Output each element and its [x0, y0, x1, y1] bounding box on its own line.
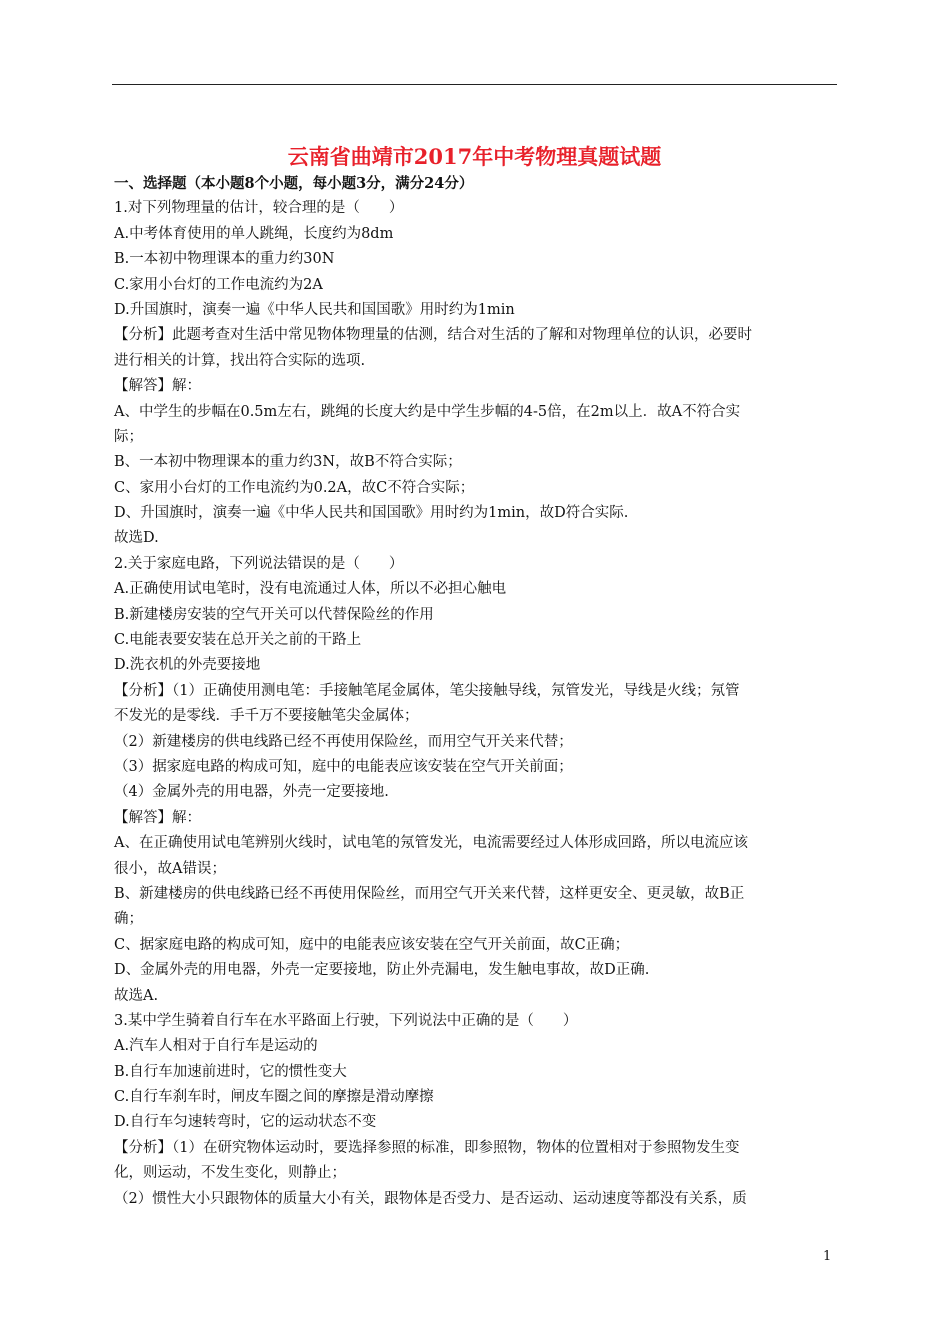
text-line: D、金属外壳的用电器，外壳一定要接地，防止外壳漏电，发生触电事故，故D正确.: [114, 962, 650, 979]
text-line: 不发光的是零线．手千万不要接触笔尖金属体；: [114, 708, 419, 725]
text-line: A、在正确使用试电笔辨别火线时，试电笔的氖管发光，电流需要经过人体形成回路，所以电流应该: [114, 835, 748, 852]
text-line: 际；: [114, 428, 143, 445]
text-line: 化，则运动，不发生变化，则静止；: [114, 1165, 346, 1182]
text-line: C.家用小台灯的工作电流约为2A: [114, 276, 323, 293]
text-line: C.电能表要安装在总开关之前的干路上: [114, 632, 362, 649]
text-line: B、新建楼房的供电线路已经不再使用保险丝，而用空气开关来代替，这样更安全、更灵敏，故B正: [114, 885, 745, 902]
text-line: A、中学生的步幅在0.5m左右，跳绳的长度大约是中学生步幅的4-5倍，在2m以上．故A不符合实: [114, 403, 741, 420]
text-line: C、据家庭电路的构成可知，庭中的电能表应该安装在空气开关前面，故C正确；: [114, 936, 630, 953]
text-line: 进行相关的计算，找出符合实际的选项.: [114, 352, 366, 369]
text-line: 故选A.: [114, 987, 159, 1004]
text-line: （2）新建楼房的供电线路已经不再使用保险丝，而用空气开关来代替；: [114, 733, 573, 750]
text-line: 很小，故A错误；: [114, 860, 226, 877]
text-line: A.正确使用试电笔时，没有电流通过人体，所以不必担心触电: [114, 581, 507, 598]
page-number: 1: [823, 1249, 832, 1264]
text-line: 【分析】（1）正确使用测电笔：手接触笔尾金属体，笔尖接触导线，氖管发光，导线是火线；氖管: [114, 682, 740, 699]
text-line: 2.关于家庭电路，下列说法错误的是（ ）: [114, 555, 404, 572]
text-line: B、一本初中物理课本的重力约3N，故B不符合实际；: [114, 454, 462, 471]
document-body: [114, 171, 837, 1212]
text-line: B.新建楼房安装的空气开关可以代替保险丝的作用: [114, 606, 434, 623]
text-line: 1.对下列物理量的估计，较合理的是（ ）: [114, 200, 404, 217]
page-title: 云南省曲靖市2017年中考物理真题试题: [287, 144, 662, 169]
text-line: 【解答】解：: [114, 378, 201, 395]
text-line: A.汽车人相对于自行车是运动的: [114, 1038, 318, 1055]
text-line: （4）金属外壳的用电器，外壳一定要接地.: [114, 784, 389, 801]
text-line: 【分析】（1）在研究物体运动时，要选择参照的标准，即参照物，物体的位置相对于参照物发生变: [114, 1139, 740, 1156]
text-line: B.自行车加速前进时，它的惯性变大: [114, 1063, 347, 1080]
text-line: D、升国旗时，演奏一遍《中华人民共和国国歌》用时约为1min，故D符合实际.: [114, 505, 629, 522]
text-line: B.一本初中物理课本的重力约30N: [114, 251, 335, 268]
text-line: D.升国旗时，演奏一遍《中华人民共和国国歌》用时约为1min: [114, 301, 515, 318]
text-line: A.中考体育使用的单人跳绳，长度约为8dm: [114, 225, 394, 242]
text-line: 确；: [114, 911, 143, 928]
text-line: 【解答】解：: [114, 809, 201, 826]
text-line: C.自行车刹车时，闸皮车圈之间的摩擦是滑动摩擦: [114, 1089, 434, 1106]
text-line: 故选D.: [114, 530, 159, 547]
text-line: D.自行车匀速转弯时，它的运动状态不变: [114, 1114, 377, 1131]
header-rule: [112, 84, 837, 85]
text-line: （3）据家庭电路的构成可知，庭中的电能表应该安装在空气开关前面；: [114, 758, 573, 775]
text-line: 3.某中学生骑着自行车在水平路面上行驶，下列说法中正确的是（ ）: [114, 1012, 578, 1029]
text-line: 【分析】此题考查对生活中常见物体物理量的估测，结合对生活的了解和对物理单位的认识，必要时: [114, 327, 752, 344]
text-line: （2）惯性大小只跟物体的质量大小有关，跟物体是否受力、是否运动、运动速度等都没有关系，质: [114, 1190, 747, 1207]
text-line: C、家用小台灯的工作电流约为0.2A，故C不符合实际；: [114, 479, 475, 496]
text-line: D.洗衣机的外壳要接地: [114, 657, 261, 674]
section-heading: 一、选择题（本小题8个小题，每小题3分，满分24分）: [114, 175, 474, 192]
